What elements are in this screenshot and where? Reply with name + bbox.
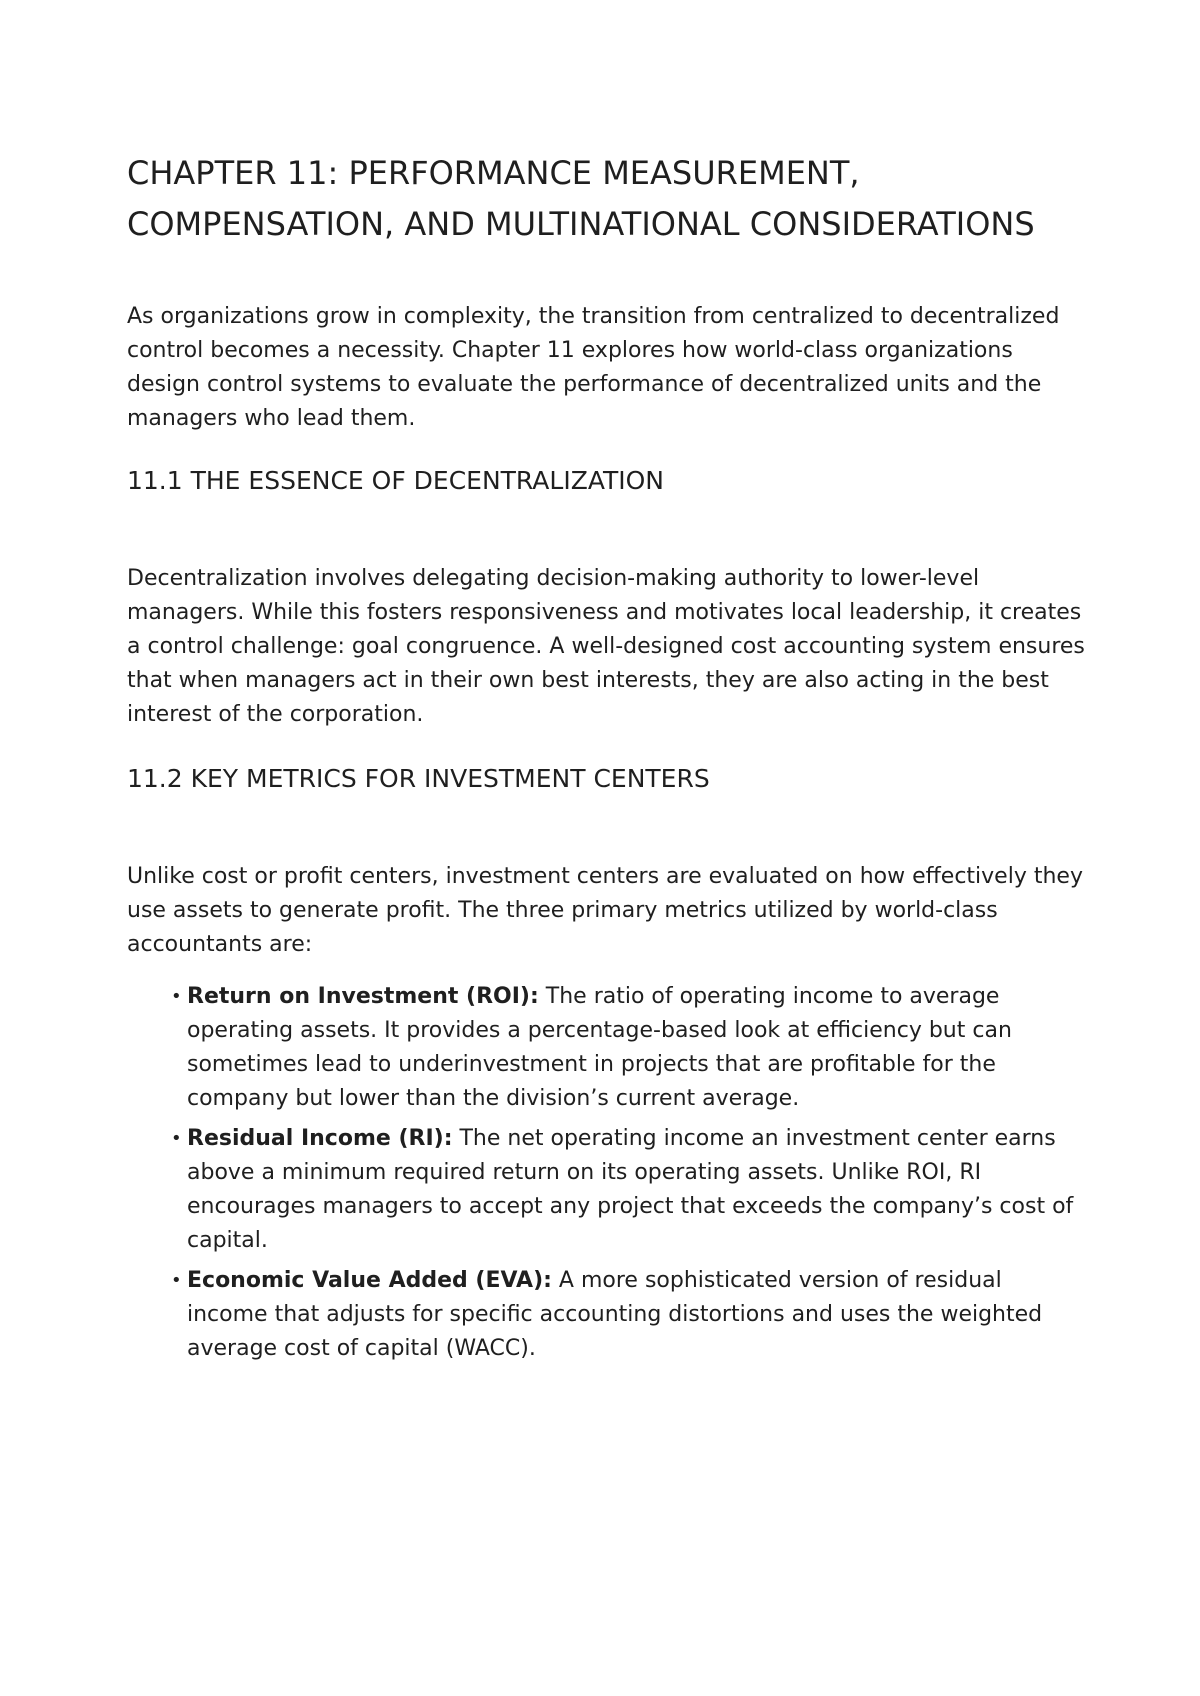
- list-item-roi: [127, 980, 1087, 1116]
- document-page: [127, 148, 1087, 1372]
- section-11-1-paragraph: Decentralization involves delegating decision-making authority to lower-level managers. While this fosters responsiveness and motivates local leadership, it creates a control challenge: goal congruence. A well-designed cost accounting system ensures that when managers act in their own best interests, they are also acting in the best interest of the corporation.: [127, 566, 1085, 727]
- intro-paragraph: As organizations grow in complexity, the transition from centralized to decentralized control becomes a necessity. Chapter 11 explores how world-class organizations design control systems to evaluate the performance of decentralized units and the managers who lead them.: [127, 304, 1060, 431]
- section-heading-11-1: 11.1 THE ESSENCE OF DECENTRALIZATION: [127, 466, 664, 495]
- term-ri: Residual Income (RI):: [187, 1126, 453, 1151]
- bullet-icon: •: [171, 1128, 182, 1149]
- definition-ri: The net operating income an investment center earns above a minimum required return on its operating assets. Unlike ROI, RI encourages managers to accept any project that exceeds the company’s cost of capital.: [187, 1126, 1074, 1253]
- definition-eva: A more sophisticated version of residual income that adjusts for specific accounting distortions and uses the weighted average cost of capital (WACC).: [187, 1268, 1043, 1361]
- bullet-icon: •: [171, 1270, 182, 1291]
- metrics-list: [127, 980, 1087, 1366]
- section-heading-11-2: 11.2 KEY METRICS FOR INVESTMENT CENTERS: [127, 764, 710, 793]
- term-roi: Return on Investment (ROI):: [187, 984, 539, 1009]
- definition-roi: The ratio of operating income to average operating assets. It provides a percentage-based look at efficiency but can sometimes lead to underinvestment in projects that are profitable for the company but lower than the division’s current average.: [187, 984, 1012, 1111]
- chapter-title: CHAPTER 11: PERFORMANCE MEASUREMENT, COMPENSATION, AND MULTINATIONAL CONSIDERATIONS: [127, 154, 1035, 243]
- list-item-ri: [127, 1122, 1087, 1258]
- list-item-eva: [127, 1264, 1087, 1366]
- section-11-2-paragraph: Unlike cost or profit centers, investment centers are evaluated on how effectively they use assets to generate profit. The three primary metrics utilized by world-class accountants are:: [127, 864, 1083, 957]
- term-eva: Economic Value Added (EVA):: [187, 1268, 552, 1293]
- bullet-icon: •: [171, 986, 182, 1007]
